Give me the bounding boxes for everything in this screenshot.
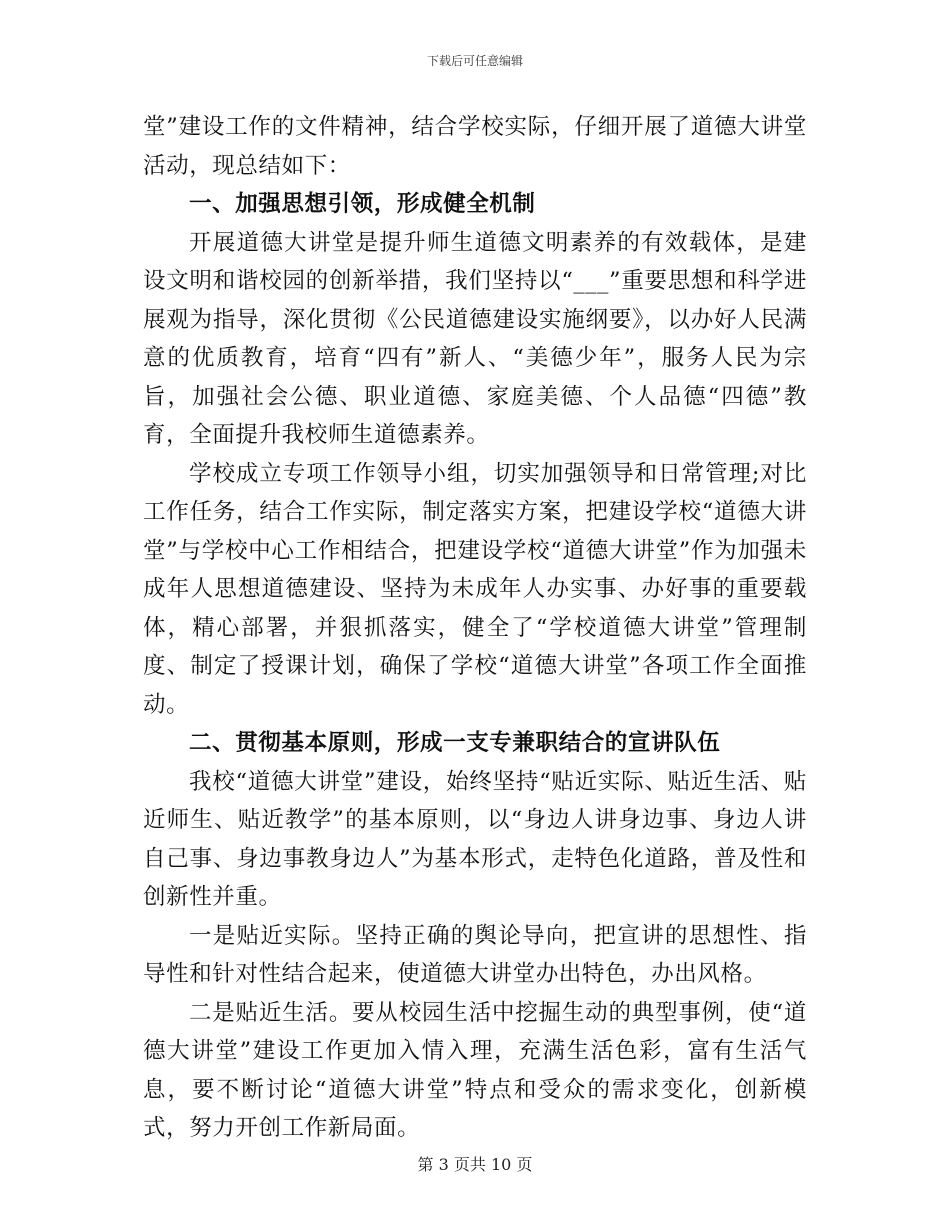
page-header: 下载后可任意编辑: [426, 54, 523, 68]
paragraph-leadership-group: 学校成立专项工作领导小组，切实加强领导和日常管理;对比工作任务，结合工作实际，制定落实方案，把建设学校“道德大讲堂”与学校中心工作相结合，把建设学校“道德大讲堂”作为加强未成年人思想道德建设、坚持为未成年人办实事、办好事的重要载体，精心部署，并狠抓落实，健全了“学校道德大讲堂”管理制度、制定了授课计划，确保了学校“道德大讲堂”各项工作全面推动。: [143, 460, 807, 718]
paragraph-continuation: 堂”建设工作的文件精神，结合学校实际，仔细开展了道德大讲堂活动，现总结如下：: [143, 114, 807, 179]
section-heading-2: 二、贯彻基本原则，形成一支专兼职结合的宣讲队伍: [189, 730, 721, 756]
section-heading-1: 一、加强思想引领，形成健全机制: [189, 191, 536, 217]
paragraph-basic-principles: 我校“道德大讲堂”建设，始终坚持“贴近实际、贴近生活、贴近师生、贴近教学”的基本原则，以“身边人讲身边事、身边人讲自己事、身边事教身边人”为基本形式，走特色化道路，普及性和创新性并重。: [143, 768, 807, 910]
paragraph-close-to-reality: 一是贴近实际。坚持正确的舆论导向，把宣讲的思想性、指导性和针对性结合起来，使道德大讲堂办出特色，办出风格。: [143, 922, 807, 987]
page-number: 第 3 页共 10 页: [417, 1155, 533, 1174]
document-body: [143, 108, 807, 1148]
paragraph-close-to-life: 二是贴近生活。要从校园生活中挖掘生动的典型事例，使“道德大讲堂”建设工作更加入情入理，充满生活色彩，富有生活气息，要不断讨论“道德大讲堂”特点和受众的需求变化，创新模式，努力开创工作新局面。: [143, 999, 807, 1141]
paragraph-moral-lecture-intro: 开展道德大讲堂是提升师生道德文明素养的有效载体，是建设文明和谐校园的创新举措，我们坚持以“___”重要思想和科学进展观为指导，深化贯彻《公民道德建设实施纲要》，以办好人民满意的优质教育，培育“四有”新人、“美德少年”，服务人民为宗旨，加强社会公德、职业道德、家庭美德、个人品德“四德”教育，全面提升我校师生道德素养。: [143, 229, 807, 448]
